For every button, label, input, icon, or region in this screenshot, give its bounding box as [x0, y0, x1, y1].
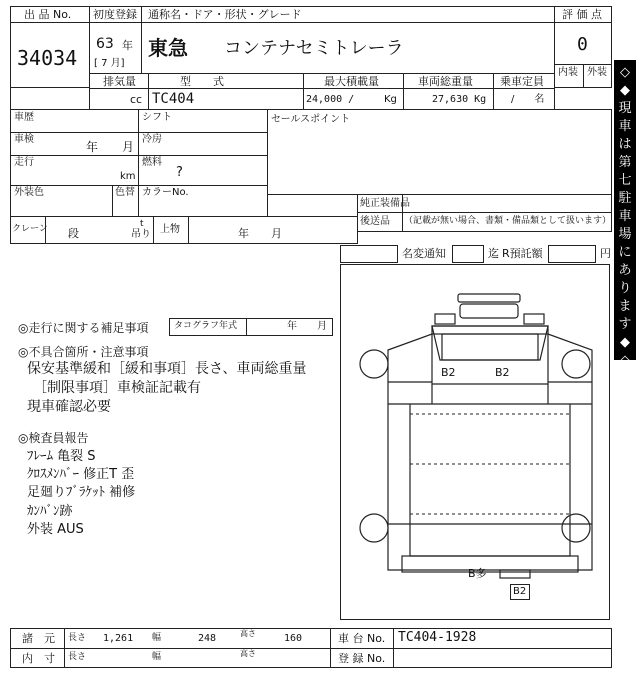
inspector-line: ｶﾝﾊﾞﾝ跡: [27, 504, 73, 519]
width-label: 幅: [152, 633, 162, 643]
gross-weight-label: 車両総重量: [418, 75, 473, 88]
detail-h1: [10, 132, 268, 133]
shift-label: シフト: [142, 112, 172, 123]
inspector-line: 足廻りﾌﾞﾗｹｯﾄ 補修: [27, 485, 136, 500]
crane-stage: 段: [68, 227, 79, 240]
crane-label: クレーン: [12, 224, 48, 234]
footer-v1: [64, 628, 65, 668]
first-reg-month: [ 7 月]: [94, 58, 125, 69]
cabin-window: [442, 334, 538, 360]
color-no-label: カラーNo.: [142, 187, 189, 198]
crane-lift-label: 吊り: [131, 229, 151, 240]
footer-divider: [10, 648, 612, 649]
inspector-line: ｸﾛｽﾒﾝﾊﾞｰ 修正T 歪: [27, 467, 135, 482]
inspection-label: 車検: [14, 134, 34, 145]
lot-divider: [10, 22, 90, 23]
banner-char: 駐: [618, 191, 632, 206]
reg-label: 登 録 No.: [338, 652, 386, 665]
damage-mark-box-label: B2: [513, 586, 527, 597]
first-reg-label: 初度登録: [93, 8, 137, 21]
interior-label: 内装: [558, 67, 578, 78]
score-value: 0: [577, 34, 588, 55]
banner-char: ◆: [620, 83, 630, 98]
exterior-label: 外装: [587, 67, 607, 78]
title-divider: [89, 22, 555, 23]
score-vdivider: [583, 64, 584, 88]
title-vdivider: [141, 6, 142, 74]
length-label: 長さ: [68, 633, 87, 643]
rear-left-wheel: [360, 514, 388, 542]
capacity: / 名: [511, 94, 545, 105]
damage-mark-right: B2: [495, 366, 510, 379]
damage-mark-bottom: B多: [468, 567, 487, 580]
front-bumper: [460, 304, 518, 318]
deposit-label: R預託額: [502, 247, 543, 260]
max-load-unit: Kg: [384, 94, 397, 105]
banner-char: ◇: [620, 353, 630, 368]
banner-char: に: [618, 245, 632, 260]
detail-h2: [10, 155, 268, 156]
banner-char: あ: [618, 263, 632, 278]
defect-line: 保安基準緩和［緩和事項］長さ、車両総重量: [27, 361, 307, 377]
spec-v2: [303, 73, 304, 110]
lot-number: 34034: [17, 46, 78, 70]
detail-h3: [10, 185, 268, 186]
fuel-value: ?: [176, 165, 183, 180]
name-change-box: [340, 245, 398, 263]
banner-char: 車: [618, 209, 632, 224]
width-value: 248: [198, 633, 217, 644]
inner-width-label: 幅: [152, 652, 162, 662]
dims-label: 諸 元: [22, 632, 55, 645]
banner-char: ま: [618, 299, 632, 314]
model-code: TC404: [152, 91, 195, 107]
right-mirror: [524, 314, 544, 324]
defects-heading: ◎不具合箇所・注意事項: [18, 345, 149, 359]
score-divider: [554, 22, 612, 23]
height-label: 高さ: [240, 629, 256, 638]
footer-v3: [393, 628, 394, 668]
year-unit: 年: [122, 39, 133, 52]
front-right-wheel: [562, 350, 590, 378]
tacho-label: タコグラフ年式: [174, 321, 238, 331]
inner-length-label: 長さ: [68, 652, 87, 662]
spec-row-lot: [10, 87, 90, 110]
rear-step: [500, 570, 530, 578]
hood-inner: [432, 326, 548, 334]
spec-divider: [89, 88, 555, 89]
length-value: 1,261: [103, 633, 134, 644]
banner-char: り: [618, 281, 632, 296]
driving-heading: ◎走行に関する補足事項: [18, 321, 149, 335]
mileage-label: 走行: [14, 157, 34, 168]
yen-label: 円: [600, 247, 611, 260]
name-change-date-box: [452, 245, 484, 263]
banner-char: ◇: [620, 65, 630, 80]
detail-left: [10, 109, 268, 217]
inspector-line: ﾌﾚｰﾑ 亀裂 S: [27, 449, 96, 464]
defect-line: ［制限事項］車検証記載有: [33, 380, 201, 396]
spec-v4: [493, 73, 494, 110]
inspection-value: 年 月: [86, 140, 135, 154]
deadline-label: 迄: [488, 247, 499, 260]
defect-line: 現車確認必要: [27, 399, 111, 415]
banner-char: す: [618, 317, 632, 332]
spec-v1: [148, 73, 149, 110]
spec-v3: [403, 73, 404, 110]
banner-char: 車: [618, 119, 632, 134]
banner-char: ◆: [620, 335, 630, 350]
genuine-equip-label: 純正装備品: [360, 198, 410, 209]
detail-v2: [112, 185, 113, 217]
fuel-label: 燃料: [142, 157, 162, 168]
maker: 東急: [148, 36, 188, 60]
inner-dims-label: 内 寸: [22, 652, 55, 665]
deposit-box: [548, 245, 596, 263]
front-top-bar: [458, 294, 520, 302]
tacho-value: 年 月: [287, 321, 327, 332]
model-code-label: 型 式: [180, 75, 224, 88]
crane-top-label: 上物: [160, 224, 180, 235]
rear-seat-note: （記載が無い場合、書類・備品類として扱います）: [404, 216, 612, 226]
crane-box: [10, 216, 358, 244]
banner-char: 現: [618, 101, 632, 116]
banner-char: は: [618, 137, 632, 152]
sales-point-label: セールスポイント: [271, 114, 351, 125]
mileage-unit: km: [120, 171, 136, 182]
banner-char: 七: [618, 173, 632, 188]
inner-height-label: 高さ: [240, 649, 256, 658]
left-mirror: [435, 314, 455, 324]
rear-seat-label: 後送品: [360, 216, 390, 227]
inspector-line: 外装 AUS: [27, 522, 84, 537]
model-name: コンテナセミトレーラ: [224, 38, 404, 59]
equip-divider: [357, 212, 612, 213]
crane-lift: t: [140, 219, 144, 229]
displacement-unit: cc: [130, 93, 143, 106]
banner-char: 場: [618, 227, 632, 242]
detail-v1: [138, 109, 139, 217]
banner-char: 第: [618, 155, 632, 170]
chassis-value: TC404-1928: [398, 630, 477, 645]
lot-label: 出 品 No.: [24, 8, 72, 21]
height-value: 160: [284, 633, 303, 644]
location-banner: [614, 60, 636, 368]
max-load: 24,000 /: [306, 94, 355, 105]
footer-v2: [330, 628, 331, 668]
rear-right-wheel: [562, 514, 590, 542]
name-label: 通称名・ドア・形状・グレード: [148, 8, 302, 21]
crane-date: 年 月: [238, 227, 282, 240]
ac-label: 冷房: [142, 134, 162, 145]
tacho-divider: [246, 318, 247, 336]
capacity-label: 乗車定員: [500, 75, 544, 88]
max-load-label: 最大積載量: [324, 75, 379, 88]
chassis-label: 車 台 No.: [338, 632, 386, 645]
damage-mark-left: B2: [441, 366, 456, 379]
rear-body: [410, 524, 570, 556]
name-change-label: 名変通知: [402, 247, 446, 260]
exterior-color-label: 外装色: [14, 187, 44, 198]
first-reg-year: 63: [96, 36, 114, 52]
history-label: 車歴: [14, 112, 34, 123]
body-outline: [388, 334, 592, 570]
gross-weight: 27,630 Kg: [432, 94, 487, 105]
inspector-heading: ◎検査員報告: [18, 431, 89, 445]
front-left-wheel: [360, 350, 388, 378]
windshield: [432, 326, 548, 360]
crane-v3: [188, 216, 189, 244]
crane-v2: [153, 216, 154, 244]
displacement-label: 排気量: [103, 75, 136, 88]
score-label: 評 価 点: [562, 8, 602, 21]
color-code-label: 色替: [115, 187, 135, 198]
